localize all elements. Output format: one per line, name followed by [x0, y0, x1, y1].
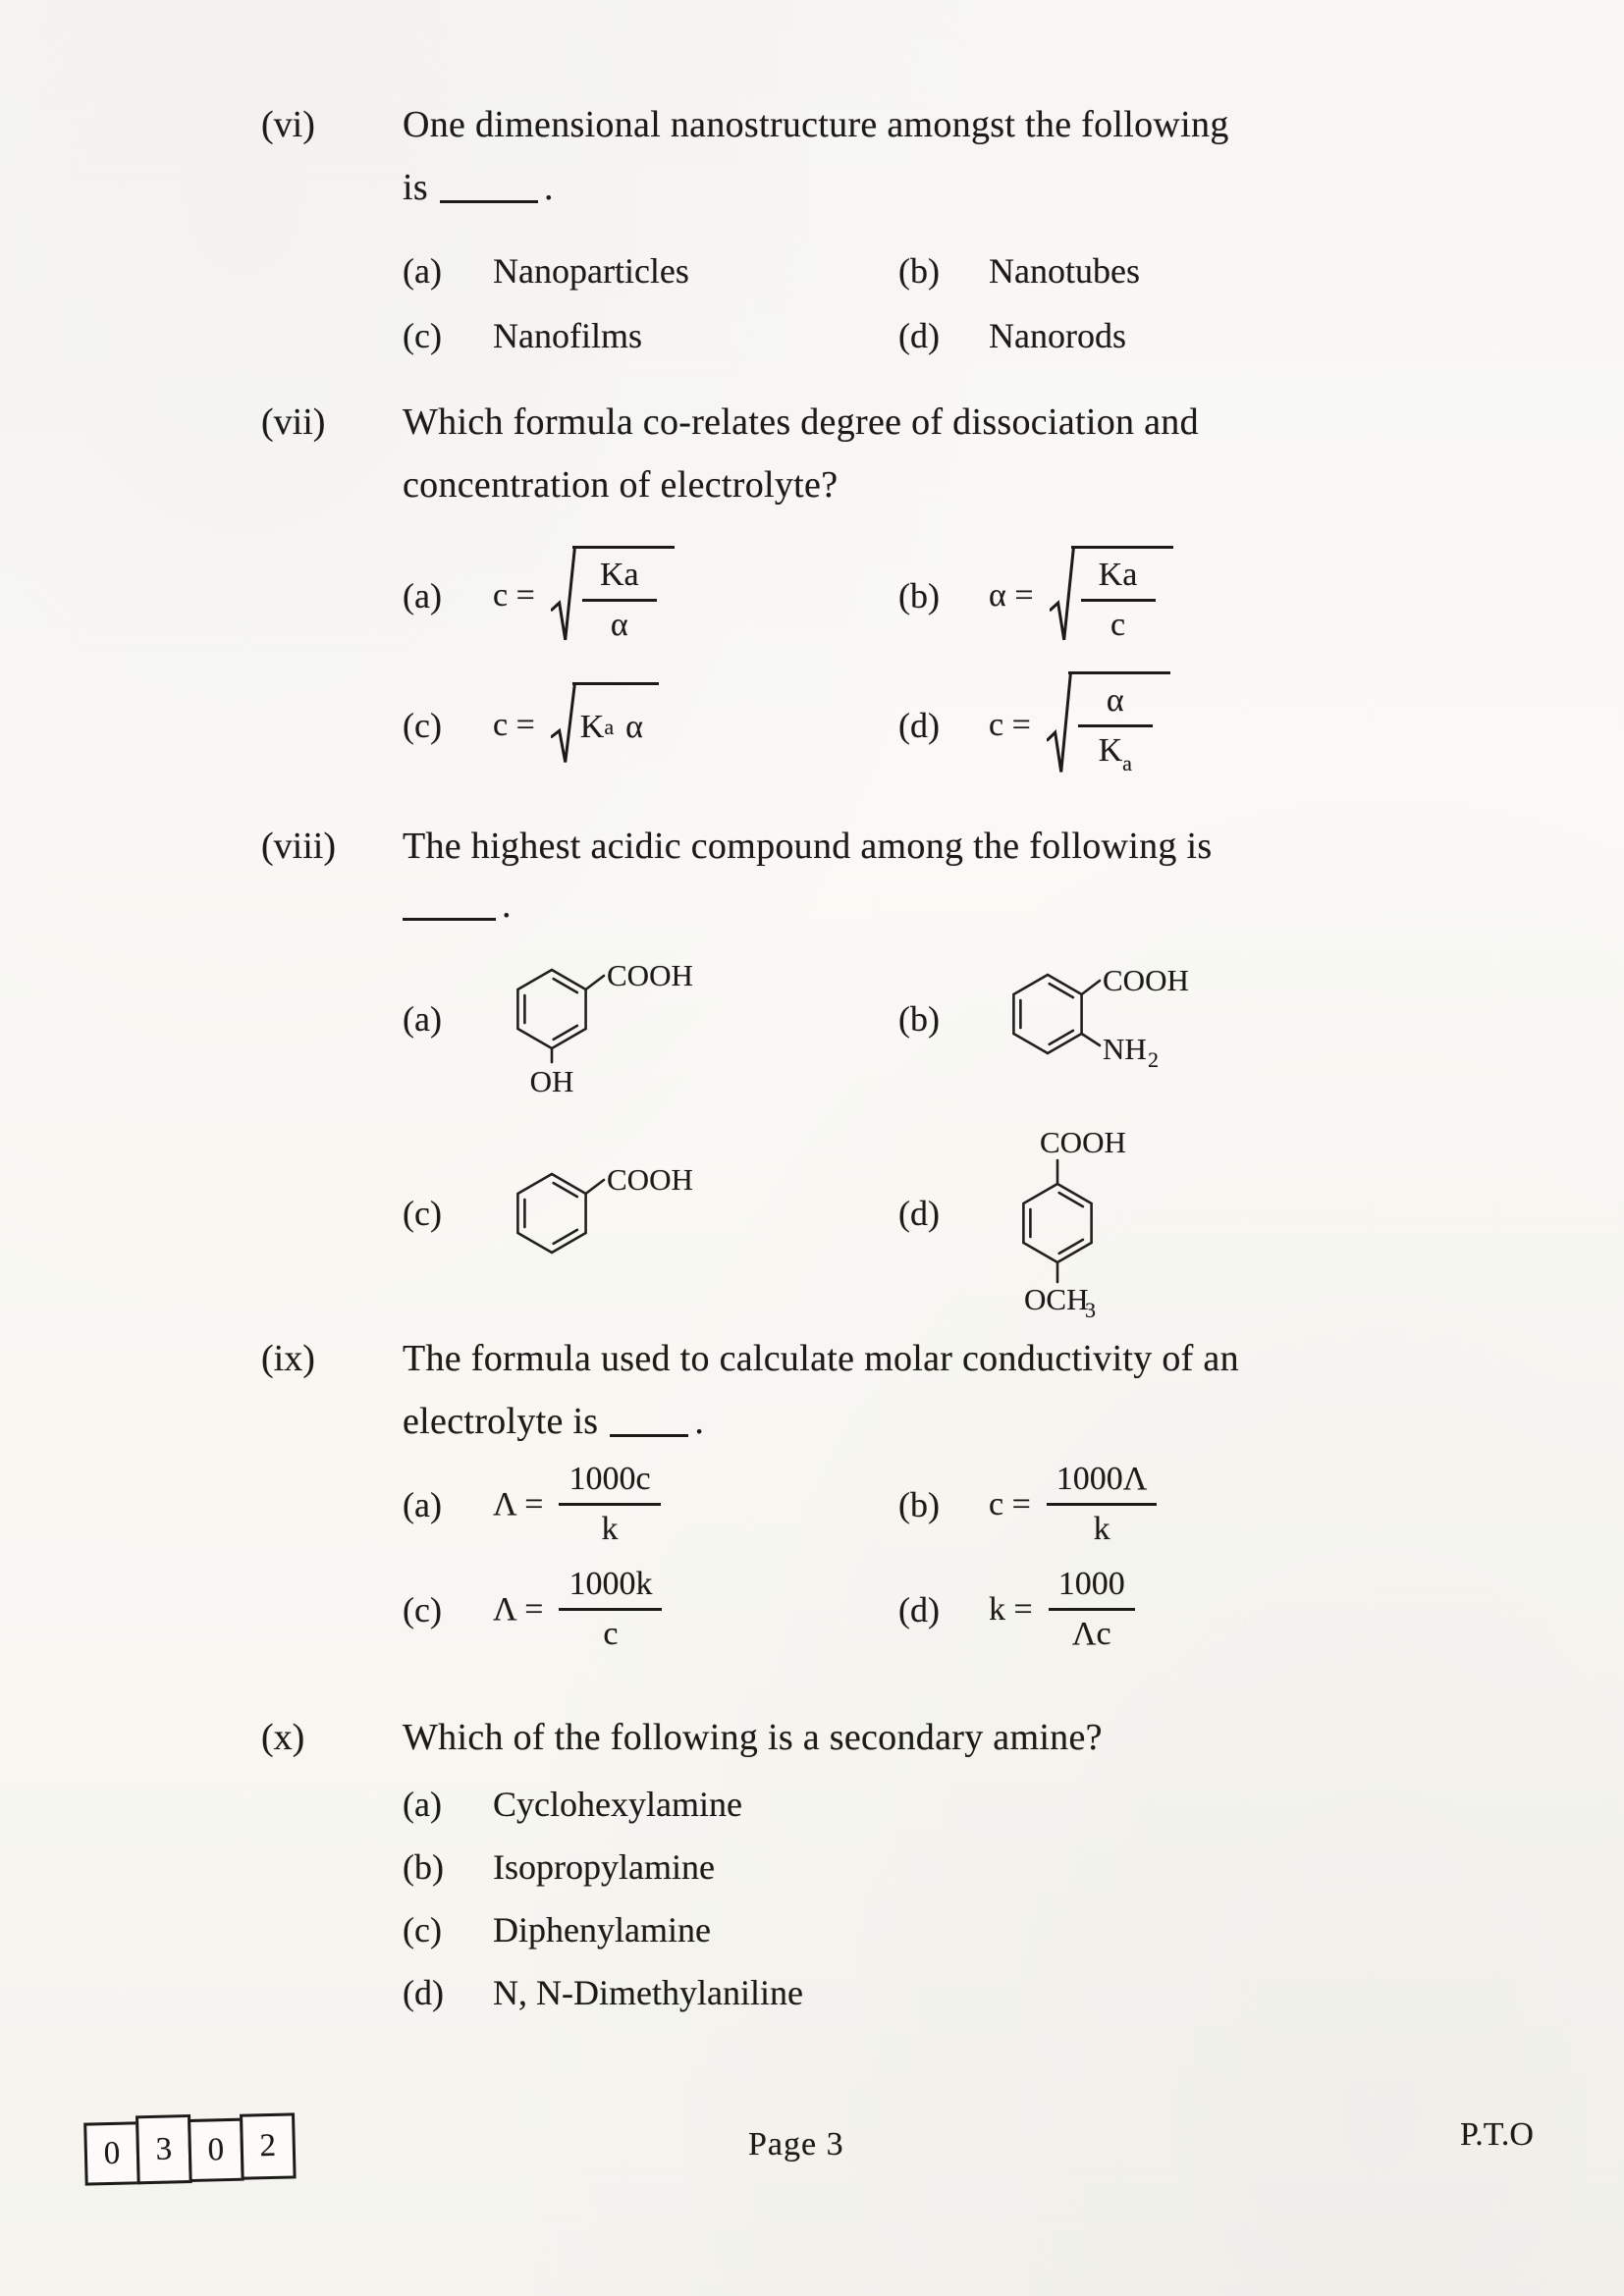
option-d [898, 305, 1536, 366]
question-text-prefix: electrolyte is [403, 1401, 599, 1442]
formula-options-row [403, 1461, 1536, 1548]
fraction [1081, 557, 1156, 644]
fraction-numerator: 1000 [1049, 1566, 1135, 1611]
option-a [403, 240, 898, 301]
option-a [403, 546, 898, 646]
option-label: (d) [898, 1589, 940, 1629]
substituent-bottom-subscript: 3 [1085, 1298, 1096, 1318]
blank-period: . [694, 1401, 705, 1442]
square-root-expression [551, 682, 659, 768]
symbol-base: K [579, 709, 605, 745]
pto-label: P.T.O [1460, 2116, 1534, 2153]
blank-period: . [502, 884, 512, 926]
fraction-numerator: 1000k [559, 1566, 662, 1611]
option-a [403, 1461, 898, 1548]
symbol-factor: α [625, 709, 643, 745]
benzene-ring-structure-benzoic-acid [493, 1149, 738, 1277]
answer-blank [403, 888, 496, 921]
question-text-line: The formula used to calculate molar conductivity of an [403, 1338, 1239, 1379]
formula-lhs: c = [989, 706, 1031, 743]
option-c [403, 1566, 898, 1653]
question-body [403, 1706, 1536, 2024]
option-label: (d) [898, 705, 940, 745]
option-label: (c) [403, 316, 442, 355]
option-c [403, 305, 898, 366]
formula-options-row [403, 546, 1536, 646]
option-text: Nanotubes [989, 251, 1140, 291]
option-label: (c) [403, 1193, 442, 1233]
fraction-numerator: 1000c [559, 1461, 660, 1506]
substituent-bottom-label: NH [1103, 1032, 1147, 1066]
question-ix [261, 1327, 1536, 1653]
option-label: (a) [403, 999, 442, 1039]
fraction [559, 1461, 660, 1548]
option-d [898, 1107, 1536, 1318]
option-label: (a) [403, 251, 442, 291]
code-digit-box: 0 [83, 2121, 140, 2185]
code-digit-box: 0 [188, 2118, 244, 2182]
option-b [403, 1836, 1536, 1898]
substituent-bottom-subscript: 2 [1148, 1047, 1159, 1072]
option-d [403, 1961, 1536, 2024]
question-text-line [403, 156, 1536, 219]
benzene-ring-structure-methoxybenzoic-acid [989, 1107, 1165, 1318]
fraction-denominator: c [1110, 607, 1126, 643]
options-list [403, 1773, 1536, 2024]
substituent-top-label: COOH [1040, 1125, 1126, 1159]
formula-lhs: c = [989, 1485, 1031, 1522]
question-number: (vi) [261, 104, 315, 145]
option-c [403, 1898, 1536, 1961]
fraction [1047, 1461, 1158, 1548]
option-label: (c) [403, 1910, 442, 1949]
page-number: Page 3 [748, 2126, 844, 2163]
code-digit-box: 2 [240, 2112, 297, 2179]
option-text: Nanoparticles [493, 251, 689, 291]
fraction-denominator [1099, 727, 1132, 776]
radicand [572, 682, 659, 768]
benzene-ring-structure-aminobenzoic-acid [989, 945, 1244, 1093]
radicand [572, 546, 675, 646]
fraction-denominator: c [603, 1616, 619, 1652]
option-text: Nanofilms [493, 316, 642, 355]
square-root-expression [1050, 546, 1173, 646]
formula-lhs: k = [989, 1590, 1033, 1628]
question-text-prefix: is [403, 167, 428, 208]
option-a [403, 1773, 1536, 1836]
answer-blank [610, 1405, 688, 1437]
question-body [403, 1327, 1536, 1653]
option-b [898, 1461, 1536, 1548]
question-viii [261, 815, 1536, 1318]
fraction [1049, 1566, 1135, 1653]
option-c [403, 682, 898, 768]
option-text: Isopropylamine [493, 1847, 715, 1887]
question-body [403, 391, 1536, 778]
option-label: (c) [403, 1589, 442, 1629]
formula-lhs: c = [493, 706, 535, 743]
symbol-subscript: a [1122, 751, 1132, 775]
question-vi [261, 93, 1536, 366]
question-x [261, 1706, 1536, 2024]
formula-lhs: Λ = [493, 1590, 544, 1628]
option-d [898, 1566, 1536, 1653]
option-text: Nanorods [989, 316, 1126, 355]
radicand [1068, 671, 1170, 778]
option-b [898, 546, 1536, 646]
question-text-line: Which formula co-relates degree of dissociation and [403, 401, 1199, 443]
substituent-top-label: COOH [607, 958, 693, 992]
square-root-expression [551, 546, 675, 646]
formula-lhs: α = [989, 577, 1034, 614]
option-text: Cyclohexylamine [493, 1785, 742, 1824]
option-a [403, 940, 898, 1097]
option-label: (d) [898, 1193, 940, 1233]
option-text: N, N-Dimethylaniline [493, 1973, 803, 2012]
question-text-line: Which of the following is a secondary amine? [403, 1717, 1103, 1758]
option-label: (a) [403, 576, 442, 615]
fraction-numerator: Ka [1081, 557, 1156, 602]
question-body [403, 93, 1536, 366]
answer-blank [440, 171, 538, 203]
substituent-top-label: COOH [1103, 963, 1189, 997]
question-number: (x) [261, 1717, 305, 1758]
fraction-denominator: α [610, 607, 628, 643]
substituent-bottom-label: OH [529, 1064, 574, 1097]
radicand [1071, 546, 1173, 646]
structure-options-row [403, 940, 1536, 1097]
substituent-top-label: COOH [607, 1161, 693, 1197]
blank-period: . [543, 167, 554, 208]
option-label: (d) [898, 316, 940, 355]
question-number: (ix) [261, 1338, 315, 1379]
square-root-expression [1047, 671, 1170, 778]
fraction [1078, 682, 1153, 776]
fraction [582, 557, 657, 644]
question-text-line: The highest acidic compound among the following is [403, 826, 1213, 867]
formula-options-row [403, 1566, 1536, 1653]
fraction-numerator: 1000Λ [1047, 1461, 1158, 1506]
option-c [403, 1149, 898, 1277]
exam-code-boxes [83, 2117, 297, 2191]
substituent-bottom-label: OCH [1024, 1282, 1089, 1316]
option-label: (b) [898, 576, 940, 615]
formula-lhs: Λ = [493, 1485, 544, 1522]
option-label: (d) [403, 1973, 444, 2012]
option-label: (a) [403, 1785, 442, 1824]
question-text-line [403, 878, 1536, 933]
structure-options-row [403, 1107, 1536, 1318]
code-digit-box: 3 [135, 2114, 192, 2184]
question-vii [261, 391, 1536, 778]
option-b [898, 945, 1536, 1093]
symbol-subscript: a [604, 715, 615, 739]
option-label: (b) [898, 999, 940, 1039]
fraction [559, 1566, 662, 1653]
fraction-denominator: k [601, 1511, 619, 1547]
option-label: (b) [403, 1847, 444, 1887]
fraction-denominator: k [1093, 1511, 1110, 1547]
page-footer [0, 2116, 1624, 2205]
question-number: (vii) [261, 401, 326, 443]
question-text-line: One dimensional nanostructure amongst the following [403, 104, 1229, 145]
fraction-numerator: Ka [582, 557, 657, 602]
formula-options-row [403, 671, 1536, 778]
option-b [898, 240, 1536, 301]
options-grid [403, 240, 1536, 366]
question-text-line [403, 1390, 1536, 1453]
option-d [898, 671, 1536, 778]
option-label: (b) [898, 251, 940, 291]
option-text: Diphenylamine [493, 1910, 711, 1949]
question-number: (viii) [261, 826, 336, 867]
option-label: (c) [403, 705, 442, 745]
fraction-numerator: α [1078, 682, 1153, 727]
option-label: (a) [403, 1484, 442, 1524]
benzene-ring-structure-hydroxybenzoic-acid [493, 940, 738, 1097]
fraction-denominator: Λc [1071, 1616, 1111, 1652]
formula-lhs: c = [493, 577, 535, 614]
symbol-base: K [1098, 732, 1123, 769]
question-text-line: concentration of electrolyte? [403, 464, 839, 506]
option-label: (b) [898, 1484, 940, 1524]
question-body [403, 815, 1536, 1318]
